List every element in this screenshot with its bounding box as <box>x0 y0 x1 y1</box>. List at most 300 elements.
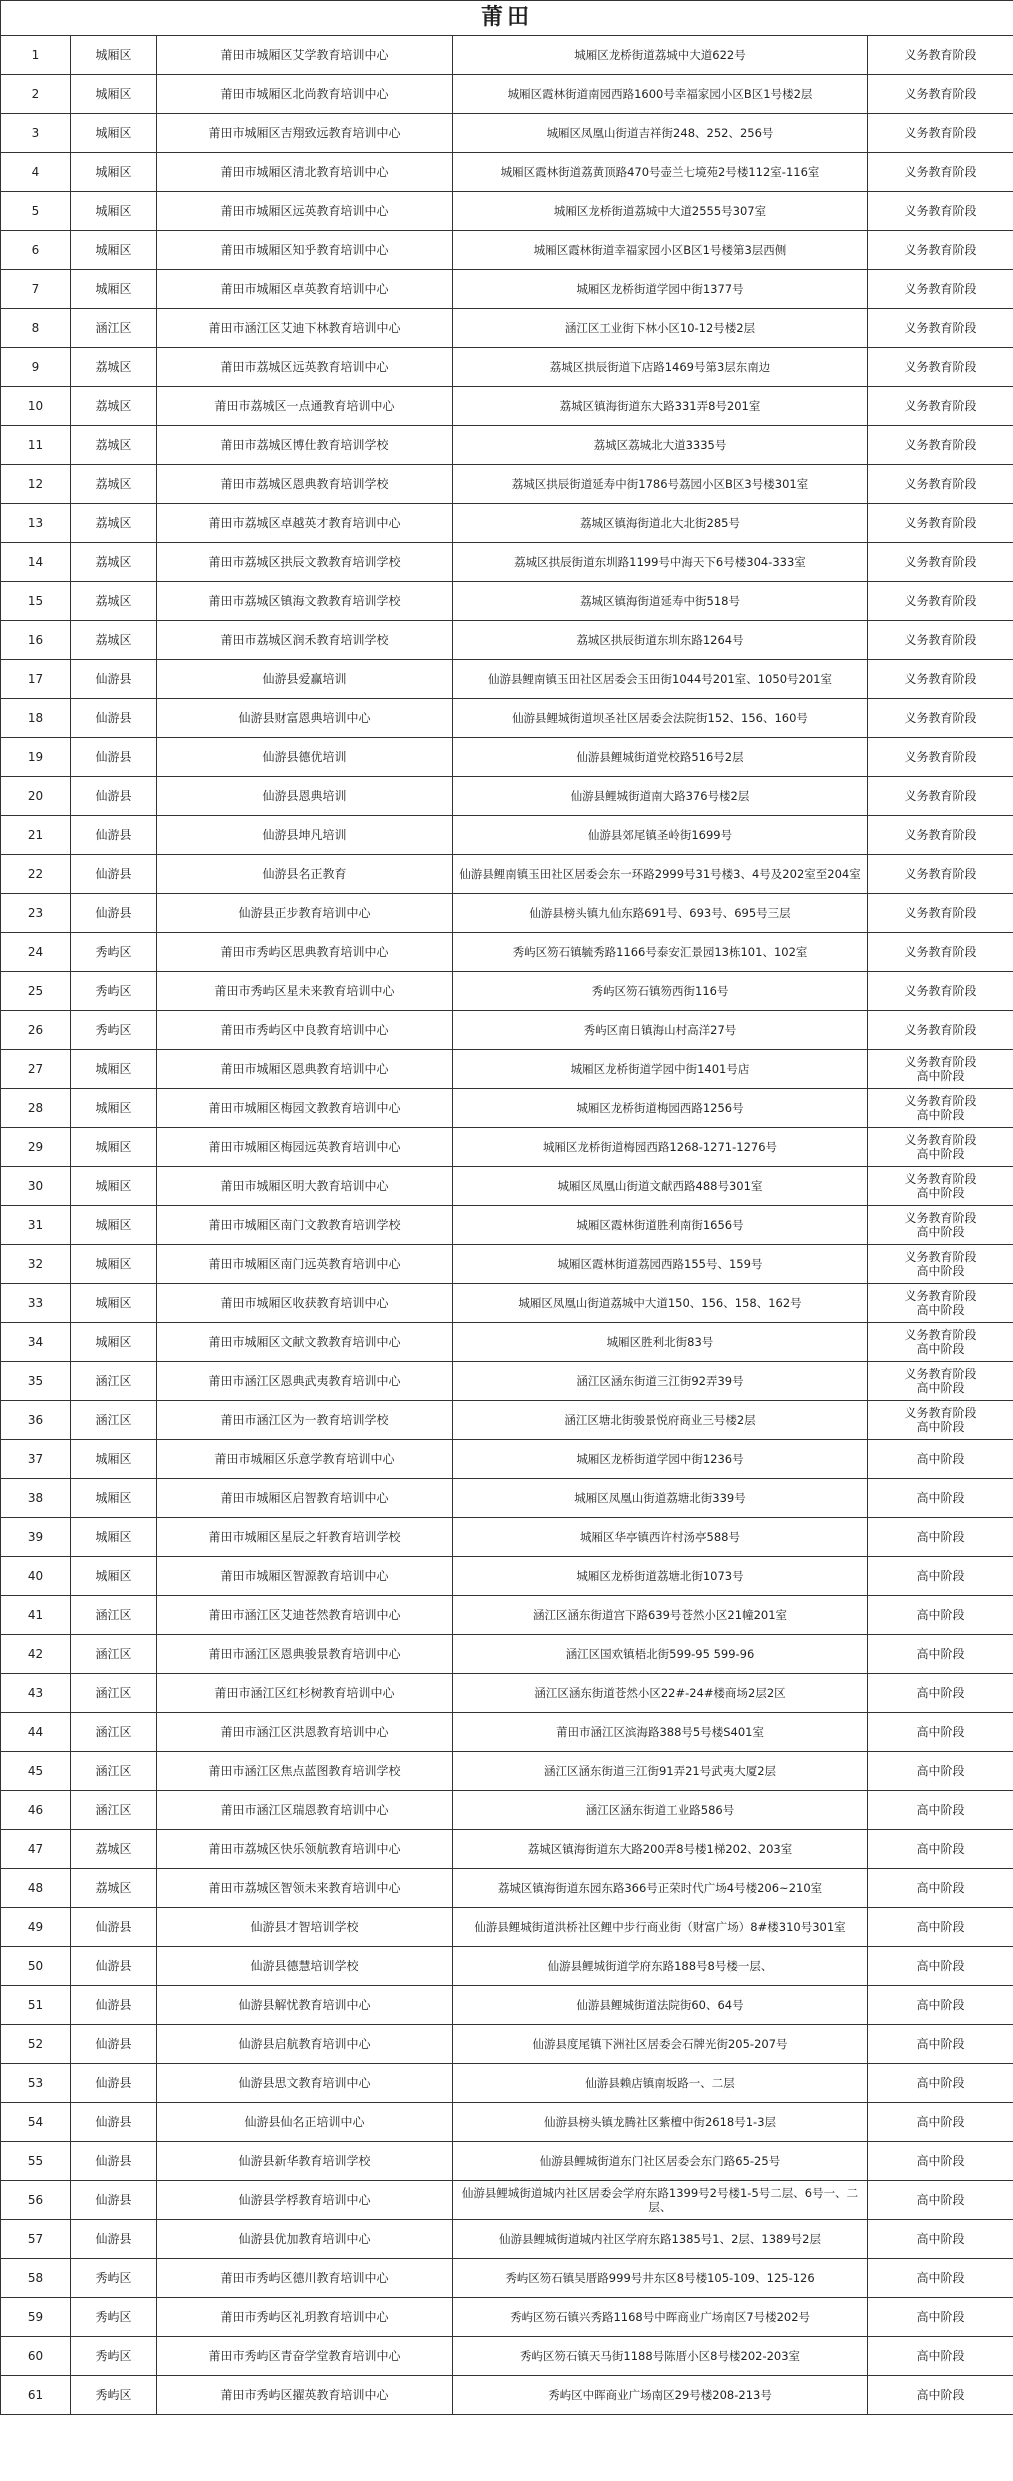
district-cell: 仙游县 <box>71 855 157 894</box>
table-row <box>1 1986 1013 2025</box>
table-row <box>1 153 1013 192</box>
education-level-cell: 高中阶段 <box>868 1596 1013 1635</box>
district-cell: 城厢区 <box>71 1557 157 1596</box>
institution-name-cell: 莆田市城厢区卓英教育培训中心 <box>157 270 453 309</box>
institution-name-cell: 莆田市城厢区清北教育培训中心 <box>157 153 453 192</box>
district-cell: 城厢区 <box>71 270 157 309</box>
institution-name-cell: 莆田市秀屿区礼玥教育培训中心 <box>157 2298 453 2337</box>
district-cell: 城厢区 <box>71 1323 157 1362</box>
education-level-cell: 高中阶段 <box>868 1986 1013 2025</box>
education-level-cell: 高中阶段 <box>868 1557 1013 1596</box>
table-row <box>1 270 1013 309</box>
education-level-cell: 高中阶段 <box>868 1791 1013 1830</box>
district-cell: 荔城区 <box>71 1869 157 1908</box>
district-cell: 荔城区 <box>71 348 157 387</box>
row-number: 26 <box>1 1011 71 1050</box>
institution-name-cell: 仙游县仙名正培训中心 <box>157 2103 453 2142</box>
education-level-cell: 义务教育阶段 <box>868 972 1013 1011</box>
address-cell: 城厢区霞林街道幸福家园小区B区1号楼第3层西侧 <box>453 231 868 270</box>
address-cell: 仙游县鲤南镇玉田社区居委会玉田街1044号201室、1050号201室 <box>453 660 868 699</box>
table-row <box>1 1479 1013 1518</box>
row-number: 10 <box>1 387 71 426</box>
education-level-cell: 高中阶段 <box>868 1908 1013 1947</box>
education-level-cell: 义务教育阶段 <box>868 1011 1013 1050</box>
institution-name-cell: 莆田市荔城区润禾教育培训学校 <box>157 621 453 660</box>
institution-name-cell: 莆田市城厢区北尚教育培训中心 <box>157 75 453 114</box>
address-cell: 城厢区龙桥街道学园中街1236号 <box>453 1440 868 1479</box>
education-level-cell: 义务教育阶段 <box>868 270 1013 309</box>
table-row <box>1 816 1013 855</box>
table-row <box>1 2220 1013 2259</box>
row-number: 3 <box>1 114 71 153</box>
district-cell: 仙游县 <box>71 2025 157 2064</box>
row-number: 51 <box>1 1986 71 2025</box>
education-level-cell: 高中阶段 <box>868 2142 1013 2181</box>
education-level-cell: 高中阶段 <box>868 1713 1013 1752</box>
row-number: 36 <box>1 1401 71 1440</box>
institution-name-cell: 莆田市荔城区快乐领航教育培训中心 <box>157 1830 453 1869</box>
address-cell: 城厢区龙桥街道荔城中大道2555号307室 <box>453 192 868 231</box>
district-cell: 城厢区 <box>71 36 157 75</box>
district-cell: 涵江区 <box>71 1791 157 1830</box>
address-cell: 秀屿区笏石镇笏西街116号 <box>453 972 868 1011</box>
education-level-cell: 高中阶段 <box>868 1479 1013 1518</box>
institution-name-cell: 莆田市荔城区卓越英才教育培训中心 <box>157 504 453 543</box>
institution-name-cell: 莆田市荔城区一点通教育培训中心 <box>157 387 453 426</box>
row-number: 16 <box>1 621 71 660</box>
table-row <box>1 1830 1013 1869</box>
address-cell: 荔城区拱辰街道东圳东路1264号 <box>453 621 868 660</box>
row-number: 61 <box>1 2376 71 2415</box>
row-number: 28 <box>1 1089 71 1128</box>
table-row <box>1 231 1013 270</box>
institution-name-cell: 仙游县坤凡培训 <box>157 816 453 855</box>
address-cell: 涵江区工业街下林小区10-12号楼2层 <box>453 309 868 348</box>
row-number: 25 <box>1 972 71 1011</box>
row-number: 38 <box>1 1479 71 1518</box>
district-cell: 涵江区 <box>71 309 157 348</box>
district-cell: 秀屿区 <box>71 972 157 1011</box>
address-cell: 荔城区镇海街道延寿中街518号 <box>453 582 868 621</box>
institution-name-cell: 仙游县思文教育培训中心 <box>157 2064 453 2103</box>
address-cell: 仙游县郊尾镇圣岭街1699号 <box>453 816 868 855</box>
institution-name-cell: 莆田市荔城区恩典教育培训学校 <box>157 465 453 504</box>
district-cell: 仙游县 <box>71 699 157 738</box>
education-level-cell: 义务教育阶段 <box>868 855 1013 894</box>
table-row <box>1 465 1013 504</box>
institution-name-cell: 仙游县爱赢培训 <box>157 660 453 699</box>
table-row <box>1 1635 1013 1674</box>
row-number: 54 <box>1 2103 71 2142</box>
institution-name-cell: 仙游县新华教育培训学校 <box>157 2142 453 2181</box>
education-level-cell: 义务教育阶段 <box>868 114 1013 153</box>
institution-name-cell: 仙游县德慧培训学校 <box>157 1947 453 1986</box>
institution-name-cell: 莆田市秀屿区擢英教育培训中心 <box>157 2376 453 2415</box>
institution-name-cell: 莆田市城厢区梅园远英教育培训中心 <box>157 1128 453 1167</box>
education-level-cell: 高中阶段 <box>868 2064 1013 2103</box>
address-cell: 荔城区镇海街道北大北街285号 <box>453 504 868 543</box>
district-cell: 仙游县 <box>71 738 157 777</box>
row-number: 47 <box>1 1830 71 1869</box>
education-level-cell: 义务教育阶段 <box>868 309 1013 348</box>
district-cell: 城厢区 <box>71 231 157 270</box>
district-cell: 仙游县 <box>71 2064 157 2103</box>
address-cell: 荔城区镇海街道东园东路366号正荣时代广场4号楼206~210室 <box>453 1869 868 1908</box>
education-level-cell: 义务教育阶段 <box>868 699 1013 738</box>
table-row <box>1 2103 1013 2142</box>
district-cell: 仙游县 <box>71 2142 157 2181</box>
table-row <box>1 1011 1013 1050</box>
institution-name-cell: 莆田市涵江区瑞恩教育培训中心 <box>157 1791 453 1830</box>
education-level-cell: 义务教育阶段 <box>868 816 1013 855</box>
education-level-cell: 高中阶段 <box>868 1869 1013 1908</box>
address-cell: 秀屿区笏石镇毓秀路1166号泰安汇景园13栋101、102室 <box>453 933 868 972</box>
row-number: 60 <box>1 2337 71 2376</box>
row-number: 32 <box>1 1245 71 1284</box>
district-cell: 涵江区 <box>71 1401 157 1440</box>
education-level-cell: 义务教育阶段 <box>868 660 1013 699</box>
address-cell: 涵江区涵东街道工业路586号 <box>453 1791 868 1830</box>
institution-name-cell: 莆田市荔城区智领未来教育培训中心 <box>157 1869 453 1908</box>
education-level-cell: 高中阶段 <box>868 2259 1013 2298</box>
institution-name-cell: 莆田市涵江区恩典武夷教育培训中心 <box>157 1362 453 1401</box>
table-row <box>1 2142 1013 2181</box>
row-number: 39 <box>1 1518 71 1557</box>
row-number: 52 <box>1 2025 71 2064</box>
institution-name-cell: 莆田市城厢区知乎教育培训中心 <box>157 231 453 270</box>
address-cell: 涵江区涵东街道宫下路639号苍然小区21幢201室 <box>453 1596 868 1635</box>
education-level-cell: 义务教育阶段 <box>868 504 1013 543</box>
table-row <box>1 1869 1013 1908</box>
district-cell: 城厢区 <box>71 1167 157 1206</box>
address-cell: 涵江区塘北街骏景悦府商业三号楼2层 <box>453 1401 868 1440</box>
table-row <box>1 1674 1013 1713</box>
row-number: 59 <box>1 2298 71 2337</box>
education-level-cell: 义务教育阶段 <box>868 192 1013 231</box>
district-cell: 涵江区 <box>71 1635 157 1674</box>
table-row <box>1 1908 1013 1947</box>
education-level-cell: 义务教育阶段 高中阶段 <box>868 1206 1013 1245</box>
address-cell: 城厢区霞林街道南园西路1600号幸福家园小区B区1号楼2层 <box>453 75 868 114</box>
row-number: 33 <box>1 1284 71 1323</box>
district-cell: 秀屿区 <box>71 1011 157 1050</box>
table-row <box>1 933 1013 972</box>
address-cell: 城厢区龙桥街道学园中街1401号店 <box>453 1050 868 1089</box>
education-level-cell: 高中阶段 <box>868 1635 1013 1674</box>
table-row <box>1 543 1013 582</box>
education-level-cell: 高中阶段 <box>868 1947 1013 1986</box>
row-number: 58 <box>1 2259 71 2298</box>
institution-name-cell: 仙游县德优培训 <box>157 738 453 777</box>
education-level-cell: 高中阶段 <box>868 1830 1013 1869</box>
row-number: 42 <box>1 1635 71 1674</box>
address-cell: 城厢区龙桥街道荔城中大道622号 <box>453 36 868 75</box>
row-number: 31 <box>1 1206 71 1245</box>
district-cell: 城厢区 <box>71 192 157 231</box>
row-number: 45 <box>1 1752 71 1791</box>
institution-name-cell: 莆田市涵江区焦点蓝图教育培训学校 <box>157 1752 453 1791</box>
education-level-cell: 义务教育阶段 <box>868 231 1013 270</box>
institution-name-cell: 莆田市城厢区明大教育培训中心 <box>157 1167 453 1206</box>
table-row <box>1 1284 1013 1323</box>
district-cell: 涵江区 <box>71 1596 157 1635</box>
table-row <box>1 894 1013 933</box>
education-level-cell: 义务教育阶段 <box>868 777 1013 816</box>
institution-name-cell: 仙游县财富恩典培训中心 <box>157 699 453 738</box>
address-cell: 仙游县度尾镇下洲社区居委会石牌光街205-207号 <box>453 2025 868 2064</box>
table-row <box>1 309 1013 348</box>
row-number: 41 <box>1 1596 71 1635</box>
district-cell: 城厢区 <box>71 1206 157 1245</box>
address-cell: 荔城区拱辰街道延寿中街1786号荔园小区B区3号楼301室 <box>453 465 868 504</box>
district-cell: 荔城区 <box>71 387 157 426</box>
institution-name-cell: 莆田市秀屿区青奋学堂教育培训中心 <box>157 2337 453 2376</box>
district-cell: 城厢区 <box>71 75 157 114</box>
institution-name-cell: 莆田市城厢区梅园文教教育培训中心 <box>157 1089 453 1128</box>
row-number: 8 <box>1 309 71 348</box>
education-level-cell: 高中阶段 <box>868 2337 1013 2376</box>
district-cell: 仙游县 <box>71 894 157 933</box>
district-cell: 仙游县 <box>71 2220 157 2259</box>
institution-name-cell: 莆田市秀屿区思典教育培训中心 <box>157 933 453 972</box>
table-row <box>1 1245 1013 1284</box>
address-cell: 城厢区胜利北街83号 <box>453 1323 868 1362</box>
row-number: 27 <box>1 1050 71 1089</box>
table-row <box>1 387 1013 426</box>
district-cell: 秀屿区 <box>71 2259 157 2298</box>
institution-name-cell: 莆田市荔城区博仕教育培训学校 <box>157 426 453 465</box>
education-level-cell: 义务教育阶段 高中阶段 <box>868 1128 1013 1167</box>
table-row <box>1 738 1013 777</box>
address-cell: 秀屿区笏石镇兴秀路1168号中晖商业广场南区7号楼202号 <box>453 2298 868 2337</box>
education-level-cell: 高中阶段 <box>868 1674 1013 1713</box>
education-level-cell: 义务教育阶段 <box>868 933 1013 972</box>
row-number: 34 <box>1 1323 71 1362</box>
address-cell: 涵江区涵东街道三江街91弄21号武夷大厦2层 <box>453 1752 868 1791</box>
education-level-cell: 义务教育阶段 高中阶段 <box>868 1284 1013 1323</box>
education-level-cell: 义务教育阶段 高中阶段 <box>868 1245 1013 1284</box>
row-number: 57 <box>1 2220 71 2259</box>
address-cell: 秀屿区中晖商业广场南区29号楼208-213号 <box>453 2376 868 2415</box>
education-level-cell: 高中阶段 <box>868 2103 1013 2142</box>
row-number: 6 <box>1 231 71 270</box>
table-row <box>1 699 1013 738</box>
education-level-cell: 义务教育阶段 <box>868 582 1013 621</box>
district-cell: 荔城区 <box>71 426 157 465</box>
district-cell: 城厢区 <box>71 1479 157 1518</box>
education-level-cell: 义务教育阶段 <box>868 543 1013 582</box>
table-row <box>1 114 1013 153</box>
institution-name-cell: 莆田市城厢区吉翔致远教育培训中心 <box>157 114 453 153</box>
institution-name-cell: 莆田市城厢区启智教育培训中心 <box>157 1479 453 1518</box>
district-cell: 仙游县 <box>71 816 157 855</box>
address-cell: 莆田市涵江区滨海路388号5号楼S401室 <box>453 1713 868 1752</box>
district-cell: 荔城区 <box>71 465 157 504</box>
address-cell: 荔城区拱辰街道下店路1469号第3层东南边 <box>453 348 868 387</box>
row-number: 11 <box>1 426 71 465</box>
institution-name-cell: 莆田市涵江区艾迪下林教育培训中心 <box>157 309 453 348</box>
education-level-cell: 义务教育阶段 <box>868 738 1013 777</box>
table-row <box>1 2259 1013 2298</box>
address-cell: 城厢区龙桥街道梅园西路1268-1271-1276号 <box>453 1128 868 1167</box>
institution-name-cell: 仙游县恩典培训 <box>157 777 453 816</box>
district-cell: 城厢区 <box>71 1089 157 1128</box>
education-level-cell: 义务教育阶段 <box>868 387 1013 426</box>
address-cell: 城厢区龙桥街道学园中街1377号 <box>453 270 868 309</box>
row-number: 15 <box>1 582 71 621</box>
education-level-cell: 高中阶段 <box>868 1518 1013 1557</box>
institution-name-cell: 莆田市涵江区恩典骏景教育培训中心 <box>157 1635 453 1674</box>
institution-name-cell: 莆田市涵江区洪恩教育培训中心 <box>157 1713 453 1752</box>
education-level-cell: 义务教育阶段 高中阶段 <box>868 1089 1013 1128</box>
district-cell: 仙游县 <box>71 1986 157 2025</box>
table-row <box>1 1050 1013 1089</box>
district-cell: 涵江区 <box>71 1674 157 1713</box>
row-number: 24 <box>1 933 71 972</box>
institution-name-cell: 莆田市城厢区南门远英教育培训中心 <box>157 1245 453 1284</box>
education-level-cell: 高中阶段 <box>868 2181 1013 2220</box>
address-cell: 城厢区凤凰山街道荔城中大道150、156、158、162号 <box>453 1284 868 1323</box>
table-row <box>1 1206 1013 1245</box>
table-row <box>1 1557 1013 1596</box>
address-cell: 荔城区镇海街道东大路200弄8号楼1梯202、203室 <box>453 1830 868 1869</box>
table-row <box>1 1752 1013 1791</box>
education-level-cell: 义务教育阶段 <box>868 153 1013 192</box>
institution-name-cell: 莆田市城厢区远英教育培训中心 <box>157 192 453 231</box>
education-level-cell: 高中阶段 <box>868 2025 1013 2064</box>
table-row <box>1 1401 1013 1440</box>
address-cell: 荔城区拱辰街道东圳路1199号中海天下6号楼304-333室 <box>453 543 868 582</box>
table-row <box>1 855 1013 894</box>
row-number: 48 <box>1 1869 71 1908</box>
address-cell: 城厢区霞林街道胜利南街1656号 <box>453 1206 868 1245</box>
row-number: 44 <box>1 1713 71 1752</box>
institution-name-cell: 莆田市荔城区拱辰文教教育培训学校 <box>157 543 453 582</box>
district-cell: 城厢区 <box>71 1050 157 1089</box>
table-row <box>1 36 1013 75</box>
education-level-cell: 义务教育阶段 <box>868 36 1013 75</box>
row-number: 46 <box>1 1791 71 1830</box>
education-level-cell: 义务教育阶段 <box>868 75 1013 114</box>
row-number: 29 <box>1 1128 71 1167</box>
address-cell: 仙游县鲤城街道学府东路188号8号楼一层、 <box>453 1947 868 1986</box>
address-cell: 涵江区涵东街道三江街92弄39号 <box>453 1362 868 1401</box>
address-cell: 荔城区镇海街道东大路331弄8号201室 <box>453 387 868 426</box>
address-cell: 仙游县鲤城街道党校路516号2层 <box>453 738 868 777</box>
institution-name-cell: 莆田市城厢区艾学教育培训中心 <box>157 36 453 75</box>
row-number: 1 <box>1 36 71 75</box>
district-cell: 城厢区 <box>71 1518 157 1557</box>
district-cell: 仙游县 <box>71 660 157 699</box>
institution-name-cell: 莆田市城厢区南门文教教育培训学校 <box>157 1206 453 1245</box>
row-number: 17 <box>1 660 71 699</box>
address-cell: 涵江区涵东街道苍然小区22#-24#楼商场2层2区 <box>453 1674 868 1713</box>
row-number: 40 <box>1 1557 71 1596</box>
table-row <box>1 2337 1013 2376</box>
district-cell: 荔城区 <box>71 543 157 582</box>
address-cell: 城厢区华亭镇西许村汤亭588号 <box>453 1518 868 1557</box>
row-number: 12 <box>1 465 71 504</box>
institution-name-cell: 仙游县才智培训学校 <box>157 1908 453 1947</box>
education-level-cell: 义务教育阶段 <box>868 426 1013 465</box>
address-cell: 城厢区霞林街道荔园西路155号、159号 <box>453 1245 868 1284</box>
district-cell: 城厢区 <box>71 153 157 192</box>
row-number: 30 <box>1 1167 71 1206</box>
address-cell: 仙游县赖店镇南坂路一、二层 <box>453 2064 868 2103</box>
institution-name-cell: 仙游县学桴教育培训中心 <box>157 2181 453 2220</box>
address-cell: 仙游县鲤南镇玉田社区居委会东一环路2999号31号楼3、4号及202室至204室 <box>453 855 868 894</box>
education-level-cell: 义务教育阶段 高中阶段 <box>868 1362 1013 1401</box>
district-cell: 仙游县 <box>71 1947 157 1986</box>
table-row <box>1 2025 1013 2064</box>
education-level-cell: 高中阶段 <box>868 2298 1013 2337</box>
table-row <box>1 1128 1013 1167</box>
table-row <box>1 75 1013 114</box>
institution-name-cell: 莆田市城厢区收获教育培训中心 <box>157 1284 453 1323</box>
row-number: 2 <box>1 75 71 114</box>
table-row <box>1 2064 1013 2103</box>
address-cell: 城厢区龙桥街道荔塘北街1073号 <box>453 1557 868 1596</box>
institution-name-cell: 莆田市城厢区文献文教教育培训中心 <box>157 1323 453 1362</box>
page-title: 莆田 <box>1 1 1013 36</box>
row-number: 50 <box>1 1947 71 1986</box>
institution-name-cell: 莆田市秀屿区星未来教育培训中心 <box>157 972 453 1011</box>
row-number: 7 <box>1 270 71 309</box>
table-row <box>1 2298 1013 2337</box>
institution-name-cell: 莆田市城厢区乐意学教育培训中心 <box>157 1440 453 1479</box>
education-level-cell: 义务教育阶段 <box>868 894 1013 933</box>
institution-name-cell: 莆田市城厢区智源教育培训中心 <box>157 1557 453 1596</box>
district-cell: 荔城区 <box>71 621 157 660</box>
district-cell: 城厢区 <box>71 114 157 153</box>
row-number: 19 <box>1 738 71 777</box>
address-cell: 仙游县鲤城街道南大路376号楼2层 <box>453 777 868 816</box>
row-number: 14 <box>1 543 71 582</box>
table-row <box>1 621 1013 660</box>
row-number: 13 <box>1 504 71 543</box>
institution-name-cell: 莆田市秀屿区德川教育培训中心 <box>157 2259 453 2298</box>
district-cell: 秀屿区 <box>71 933 157 972</box>
district-cell: 涵江区 <box>71 1713 157 1752</box>
table-row <box>1 1713 1013 1752</box>
row-number: 37 <box>1 1440 71 1479</box>
district-cell: 涵江区 <box>71 1362 157 1401</box>
institution-name-cell: 仙游县正步教育培训中心 <box>157 894 453 933</box>
institution-name-cell: 莆田市涵江区艾迪苍然教育培训中心 <box>157 1596 453 1635</box>
institution-name-cell: 莆田市荔城区镇海文教教育培训学校 <box>157 582 453 621</box>
row-number: 55 <box>1 2142 71 2181</box>
table-row <box>1 1518 1013 1557</box>
table-row <box>1 777 1013 816</box>
district-cell: 秀屿区 <box>71 2376 157 2415</box>
education-level-cell: 高中阶段 <box>868 2376 1013 2415</box>
institution-name-cell: 莆田市秀屿区中良教育培训中心 <box>157 1011 453 1050</box>
table-row <box>1 426 1013 465</box>
table-row <box>1 1089 1013 1128</box>
row-number: 23 <box>1 894 71 933</box>
address-cell: 荔城区荔城北大道3335号 <box>453 426 868 465</box>
table-row <box>1 1440 1013 1479</box>
education-level-cell: 高中阶段 <box>868 1752 1013 1791</box>
institution-name-cell: 仙游县启航教育培训中心 <box>157 2025 453 2064</box>
address-cell: 城厢区龙桥街道梅园西路1256号 <box>453 1089 868 1128</box>
institution-name-cell: 仙游县名正教育 <box>157 855 453 894</box>
row-number: 20 <box>1 777 71 816</box>
institution-name-cell: 仙游县解忧教育培训中心 <box>157 1986 453 2025</box>
education-level-cell: 义务教育阶段 <box>868 348 1013 387</box>
district-cell: 秀屿区 <box>71 2298 157 2337</box>
row-number: 43 <box>1 1674 71 1713</box>
